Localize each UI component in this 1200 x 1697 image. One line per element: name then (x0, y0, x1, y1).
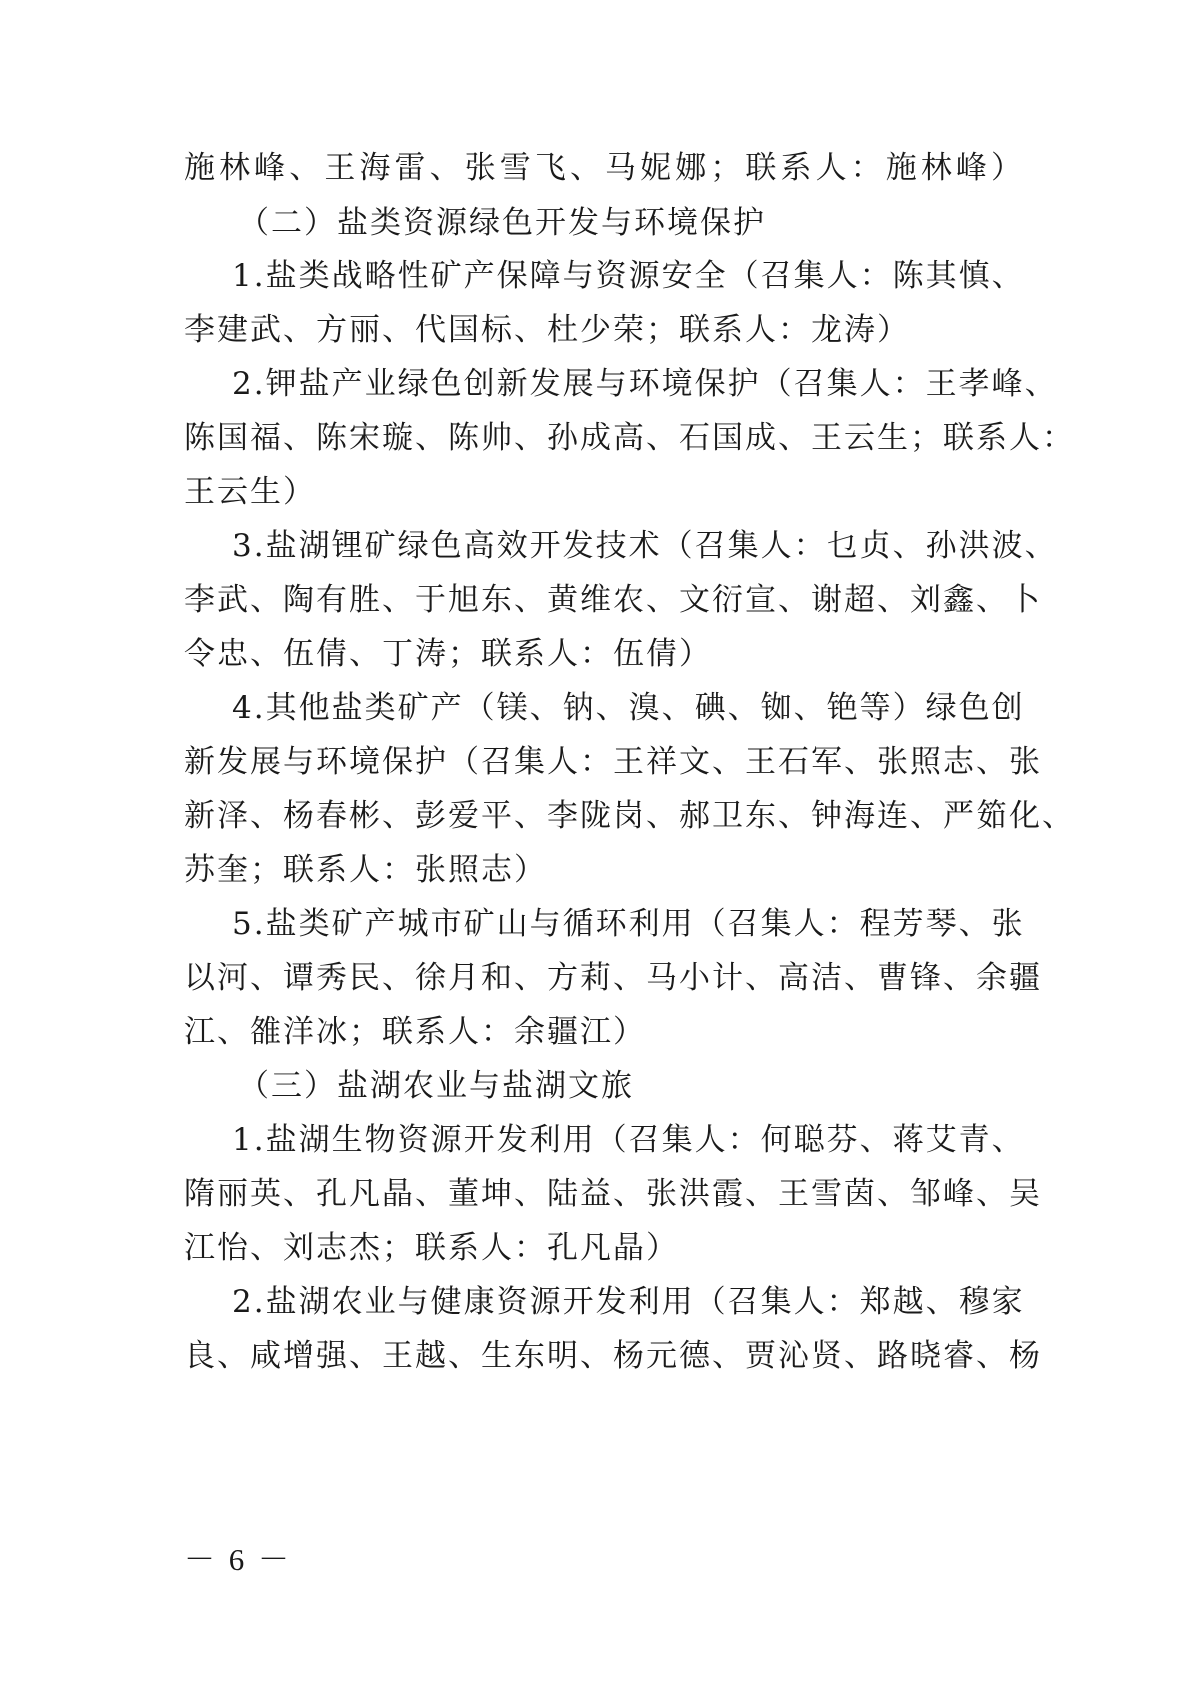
text-line: 李武、陶有胜、于旭东、黄维农、文衍宣、谢超、刘鑫、卜 (184, 582, 1042, 618)
page-number: － 6 － (184, 1542, 292, 1577)
text-line: 3.盐湖锂矿绿色高效开发技术（召集人：乜贞、孙洪波、 (232, 528, 1058, 564)
text-line: 4.其他盐类矿产（镁、钠、溴、碘、铷、铯等）绿色创 (232, 690, 1025, 726)
text-line: 2.盐湖农业与健康资源开发利用（召集人：郑越、穆家 (232, 1284, 1025, 1320)
section-heading: （三）盐湖农业与盐湖文旅 (238, 1068, 634, 1104)
section-heading: （二）盐类资源绿色开发与环境保护 (238, 205, 766, 241)
text-line: 5.盐类矿产城市矿山与循环利用（召集人：程芳琴、张 (232, 906, 1025, 942)
text-line: 陈国福、陈宋璇、陈帅、孙成高、石国成、王云生；联系人： (184, 420, 1075, 456)
text-line: 新发展与环境保护（召集人：王祥文、王石军、张照志、张 (184, 744, 1042, 780)
text-line: 王云生） (184, 474, 316, 510)
text-line: 1.盐湖生物资源开发利用（召集人：何聪芬、蒋艾青、 (232, 1122, 1025, 1158)
text-line: 苏奎；联系人：张照志） (184, 852, 547, 888)
text-line: 江怡、刘志杰；联系人：孔凡晶） (184, 1230, 679, 1266)
text-line: 1.盐类战略性矿产保障与资源安全（召集人：陈其慎、 (232, 258, 1025, 294)
text-line: 施林峰、王海雷、张雪飞、马妮娜；联系人：施林峰） (184, 150, 1024, 186)
text-line: 江、雒洋冰；联系人：余疆江） (184, 1014, 646, 1050)
text-line: 2.钾盐产业绿色创新发展与环境保护（召集人：王孝峰、 (232, 366, 1058, 402)
text-line: 良、咸增强、王越、生东明、杨元德、贾沁贤、路晓睿、杨 (184, 1338, 1042, 1374)
text-line: 李建武、方丽、代国标、杜少荣；联系人：龙涛） (184, 312, 910, 348)
text-line: 新泽、杨春彬、彭爱平、李陇岗、郝卫东、钟海连、严筎化、 (184, 798, 1075, 834)
text-line: 令忠、伍倩、丁涛；联系人：伍倩） (184, 636, 712, 672)
text-line: 隋丽英、孔凡晶、董坤、陆益、张洪霞、王雪茵、邹峰、吴 (184, 1176, 1042, 1212)
text-line: 以河、谭秀民、徐月和、方莉、马小计、高洁、曹锋、余疆 (184, 960, 1042, 996)
